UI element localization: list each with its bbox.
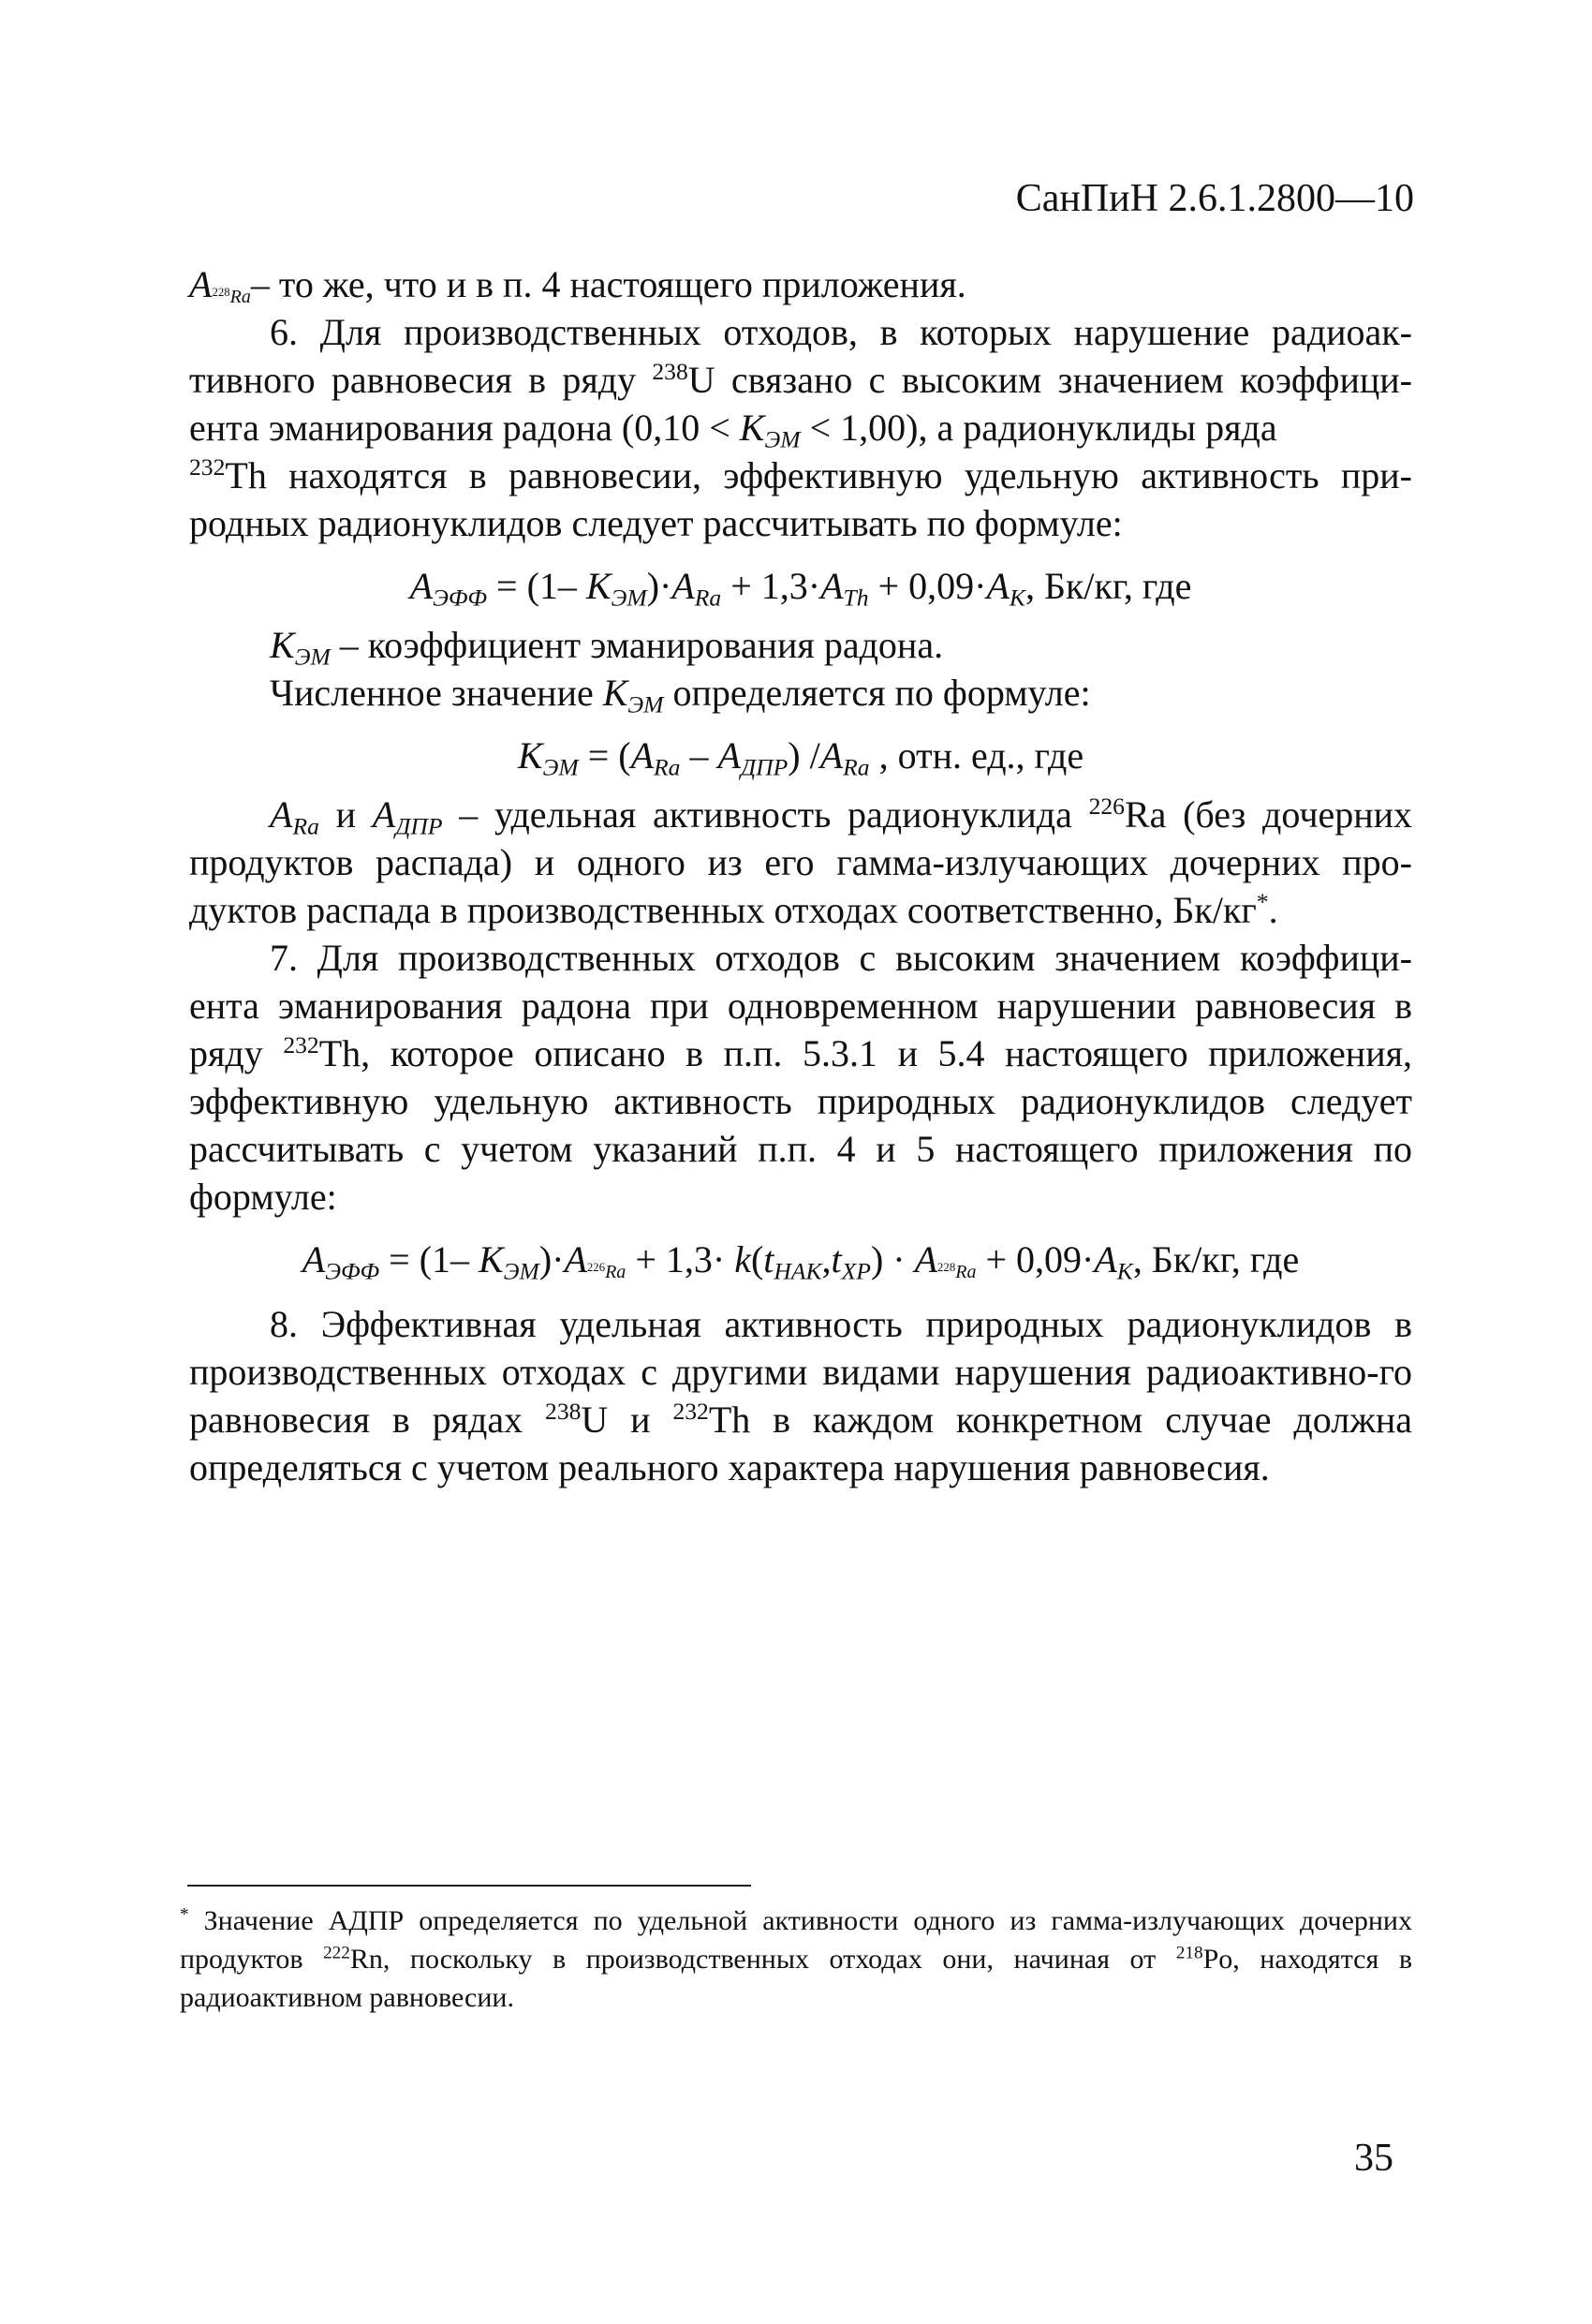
- text-segment: 8. Эффективная удельная активность природных радионуклидов в производственных отходах с другими видами нарушения радиоактивно-го равновесия в рядах: [189, 1303, 1412, 1441]
- subscript: ЭМ: [611, 584, 647, 612]
- subscript: K: [1116, 1257, 1133, 1285]
- symbol-k: K: [585, 565, 612, 607]
- text-segment: – удельная активность радионуклида: [442, 793, 1089, 836]
- subscript: ДПР: [395, 812, 443, 840]
- isotope-element: Ra: [229, 287, 251, 307]
- formula-text: , отн. ед., где: [869, 734, 1084, 777]
- formula-text: + 0,09·: [868, 565, 987, 607]
- footnote: [180, 1902, 1412, 2017]
- symbol-k: K: [270, 624, 295, 666]
- symbol-a: A: [914, 1238, 938, 1280]
- formula-text: ) ·: [870, 1238, 915, 1280]
- paragraph-ara-definition: [189, 791, 1412, 934]
- text-segment: и: [608, 1399, 673, 1441]
- formula-effective-activity: [189, 562, 1412, 610]
- text-segment: и: [318, 793, 373, 836]
- footnote-divider: [187, 1885, 751, 1887]
- symbol-t: t: [763, 1238, 774, 1280]
- paragraph-numeric-value: [189, 669, 1412, 717]
- formula-text: ) /: [788, 734, 820, 777]
- subscript: Th: [843, 584, 869, 612]
- paragraph-kem-definition: [189, 621, 1412, 669]
- subscript: Ra: [694, 584, 722, 612]
- formula-emanation-coefficient: [189, 732, 1412, 779]
- subscript: ЭМ: [542, 753, 579, 781]
- text-segment: Численное значение: [270, 672, 603, 714]
- paragraph-a228-definition: [189, 260, 1412, 308]
- symbol-a: A: [671, 565, 695, 607]
- isotope-element: Ra: [1124, 793, 1167, 836]
- isotope-mass: 222: [323, 1943, 350, 1963]
- text-segment: , поскольку в производственных отходах они, начиная от: [382, 1944, 1176, 1975]
- formula-text: ,: [821, 1238, 832, 1280]
- text-segment: (без дочерних продуктов распада) и одного из его гамма-излучающих дочерних про-дуктов распада в производственных отходах соответственно, Бк/кг: [189, 793, 1413, 931]
- text-segment: , которое описано в п.п. 5.3.1 и 5.4 настоящего приложения, эффективную удельную активность природных радионуклидов следует рассчитывать с учетом указаний п.п. 4 и 5 настоящего приложения по формуле:: [189, 1032, 1412, 1218]
- text-segment: , находятся в радиоактивном равновесии.: [180, 1944, 1412, 2013]
- isotope-mass: 228: [937, 1260, 956, 1274]
- subscript: Ra: [292, 812, 319, 840]
- document-body: [189, 260, 1412, 1491]
- symbol-k: K: [517, 734, 543, 777]
- isotope-element: Ra: [955, 1262, 977, 1282]
- subscript: ЭМ: [764, 425, 801, 453]
- isotope-mass: 232: [672, 1397, 709, 1425]
- symbol-a: A: [630, 734, 655, 777]
- subscript: ЭМ: [294, 643, 331, 671]
- isotope-element: Th: [225, 454, 267, 496]
- isotope-mass: 232: [283, 1030, 319, 1058]
- formula-text: )·: [646, 565, 672, 607]
- isotope-mass: 238: [652, 357, 688, 385]
- symbol-k: K: [479, 1238, 504, 1280]
- subscript: ЭФФ: [325, 1257, 380, 1285]
- formula-text: = (1–: [379, 1238, 479, 1280]
- symbol-k: K: [602, 672, 628, 714]
- formula-text: (: [750, 1238, 764, 1280]
- isotope-mass: 226: [586, 1260, 606, 1274]
- formula-text: , Бк/кг, где: [1132, 1238, 1300, 1280]
- subscript: ЭМ: [503, 1257, 539, 1285]
- isotope-element: U: [581, 1399, 609, 1441]
- formula-text: )·: [538, 1238, 565, 1280]
- symbol-t: t: [831, 1238, 842, 1280]
- formula-text: = (: [578, 734, 631, 777]
- symbol-k: K: [739, 407, 765, 449]
- isotope-element: Th: [708, 1399, 751, 1441]
- formula-text: = (1–: [487, 565, 586, 607]
- symbol-k-function: k: [734, 1238, 751, 1280]
- subscript: ЭМ: [627, 690, 664, 718]
- text-segment: в каждом конкретном случае должна определяться с учетом реального характера нарушения равновесия.: [189, 1399, 1412, 1488]
- text-segment: Значение АДПР определяется по удельной активности одного из гамма-излучающих дочерних продуктов: [180, 1905, 1412, 1975]
- subscript: K: [1009, 584, 1025, 612]
- text-segment: 6. Для производственных отходов, в которых нарушение радиоак-тивного равновесия в ряду: [189, 311, 1412, 401]
- formula-effective-activity-extended: [189, 1236, 1412, 1283]
- isotope-mass: 226: [1088, 792, 1125, 820]
- isotope-mass: 238: [545, 1397, 582, 1425]
- text-segment: < 1,00), а радионуклиды ряда: [800, 407, 1277, 449]
- symbol-a: A: [409, 565, 434, 607]
- footnote-marker: *: [180, 1904, 189, 1925]
- symbol-a: A: [189, 263, 213, 305]
- subscript: ХР: [841, 1257, 871, 1285]
- subscript: НАК: [774, 1257, 822, 1285]
- text-segment: определяется по формуле:: [663, 672, 1091, 714]
- page-number: 35: [1354, 2137, 1393, 2180]
- symbol-a: A: [819, 734, 844, 777]
- subscript: Ra: [843, 753, 870, 781]
- formula-text: –: [680, 734, 718, 777]
- isotope-mass: 232: [189, 452, 226, 481]
- symbol-a: A: [564, 1238, 587, 1280]
- formula-text: , Бк/кг, где: [1024, 565, 1192, 607]
- isotope-element: Ra: [605, 1262, 626, 1282]
- symbol-a: A: [270, 793, 293, 836]
- text-segment: находятся в равновесии, эффективную удельную активность при-родных радионуклидов следует рассчитывать по формуле:: [189, 454, 1412, 544]
- isotope-element: Rn: [349, 1944, 383, 1975]
- isotope-mass: 228: [212, 285, 230, 299]
- paragraph-8: [189, 1300, 1412, 1491]
- paragraph-7: [189, 934, 1412, 1221]
- symbol-a: A: [1094, 1238, 1117, 1280]
- isotope-element: Th: [318, 1032, 361, 1074]
- symbol-a: A: [820, 565, 844, 607]
- paragraph-text: – коэффициент эманирования радона.: [330, 624, 944, 666]
- symbol-a: A: [302, 1238, 326, 1280]
- text-segment: 7. Для производственных отходов с высоким значением коэффици-ента эманирования радона при одновременном нарушении равновесия в ряду: [189, 937, 1412, 1074]
- formula-text: + 1,3·: [626, 1238, 735, 1280]
- document-code-header: СанПиН 2.6.1.2800—10: [1015, 177, 1414, 220]
- isotope-element: U: [687, 359, 715, 401]
- symbol-a: A: [986, 565, 1010, 607]
- isotope-mass: 218: [1175, 1943, 1203, 1963]
- subscript: ЭФФ: [433, 584, 488, 612]
- subscript: Ra: [654, 753, 681, 781]
- formula-text: + 0,09·: [976, 1238, 1095, 1280]
- subscript: ДПР: [740, 753, 789, 781]
- paragraph-text: – то же, что и в п. 4 настоящего приложения.: [250, 263, 966, 305]
- paragraph-6: [189, 308, 1412, 547]
- footnote-marker: *: [1256, 887, 1269, 915]
- symbol-a: A: [372, 793, 396, 836]
- text-segment: связано с высоким значением коэффици-ента эманирования радона (0,10 <: [189, 359, 1413, 449]
- symbol-a: A: [717, 734, 741, 777]
- formula-text: + 1,3·: [721, 565, 821, 607]
- text-segment: .: [1268, 889, 1278, 931]
- isotope-element: Po: [1202, 1944, 1233, 1975]
- footnote-text: [180, 1902, 1412, 2017]
